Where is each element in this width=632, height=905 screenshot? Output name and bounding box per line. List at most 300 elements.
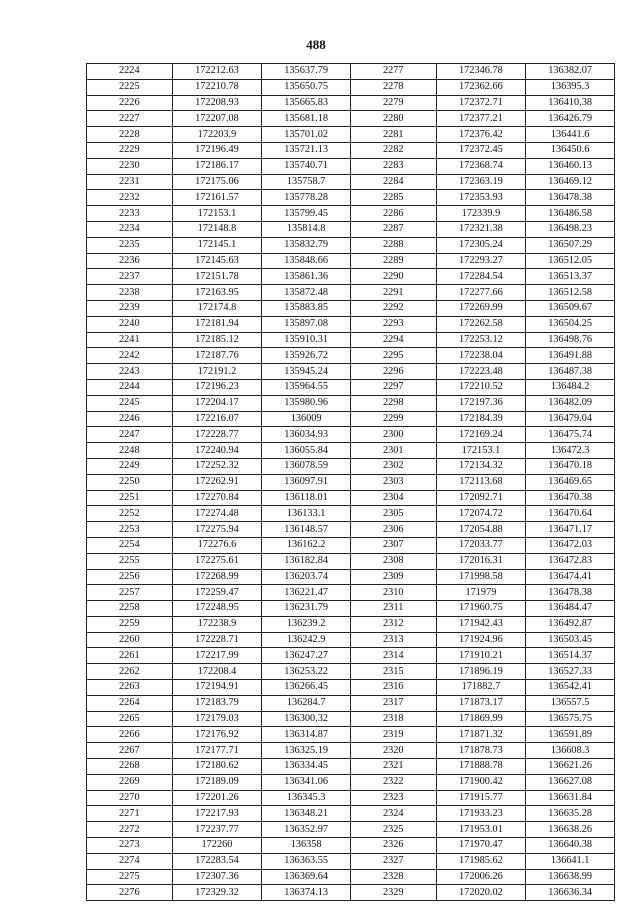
x-coordinate-cell: 172305.24: [436, 237, 526, 253]
y-coordinate-cell: 135883.85: [262, 300, 351, 316]
y-coordinate-cell: 135721.13: [262, 142, 351, 158]
y-coordinate-cell: 135848.66: [262, 253, 351, 269]
point-number-cell: 2289: [350, 253, 436, 269]
y-coordinate-cell: 136182.84: [262, 553, 351, 569]
point-number-cell: 2225: [87, 79, 173, 95]
point-number-cell: 2288: [350, 237, 436, 253]
x-coordinate-cell: 172186.17: [172, 158, 262, 174]
y-coordinate-cell: 135872.48: [262, 285, 351, 301]
y-coordinate-cell: 136542.41: [526, 680, 615, 696]
point-number-cell: 2277: [350, 64, 436, 80]
x-coordinate-cell: 172153.1: [436, 443, 526, 459]
x-coordinate-cell: 172185.12: [172, 332, 262, 348]
y-coordinate-cell: 135910.31: [262, 332, 351, 348]
y-coordinate-cell: 136055.84: [262, 443, 351, 459]
point-number-cell: 2266: [87, 727, 173, 743]
x-coordinate-cell: 172223.48: [436, 364, 526, 380]
point-number-cell: 2291: [350, 285, 436, 301]
table-row: [87, 221, 615, 237]
point-number-cell: 2248: [87, 443, 173, 459]
point-number-cell: 2253: [87, 522, 173, 538]
point-number-cell: 2322: [350, 774, 436, 790]
y-coordinate-cell: 136460.13: [526, 158, 615, 174]
x-coordinate-cell: 172092.71: [436, 490, 526, 506]
y-coordinate-cell: 136504.25: [526, 316, 615, 332]
point-number-cell: 2290: [350, 269, 436, 285]
y-coordinate-cell: 136300.32: [262, 711, 351, 727]
table-row: [87, 269, 615, 285]
y-coordinate-cell: 135964.55: [262, 379, 351, 395]
point-number-cell: 2243: [87, 364, 173, 380]
x-coordinate-cell: 172277.66: [436, 285, 526, 301]
point-number-cell: 2270: [87, 790, 173, 806]
y-coordinate-cell: 136374.13: [262, 885, 351, 901]
y-coordinate-cell: 136009: [262, 411, 351, 427]
y-coordinate-cell: 135650.75: [262, 79, 351, 95]
y-coordinate-cell: 135799.45: [262, 206, 351, 222]
y-coordinate-cell: 136469.12: [526, 174, 615, 190]
point-number-cell: 2272: [87, 822, 173, 838]
x-coordinate-cell: 172210.78: [172, 79, 262, 95]
x-coordinate-cell: 171924.96: [436, 632, 526, 648]
table-row: [87, 395, 615, 411]
x-coordinate-cell: 171985.62: [436, 853, 526, 869]
table-row: [87, 490, 615, 506]
point-number-cell: 2321: [350, 759, 436, 775]
point-number-cell: 2312: [350, 616, 436, 632]
point-number-cell: 2250: [87, 474, 173, 490]
x-coordinate-cell: 172329.32: [172, 885, 262, 901]
x-coordinate-cell: 171998.58: [436, 569, 526, 585]
table-row: [87, 364, 615, 380]
y-coordinate-cell: 135778.28: [262, 190, 351, 206]
y-coordinate-cell: 136470.18: [526, 458, 615, 474]
point-number-cell: 2237: [87, 269, 173, 285]
y-coordinate-cell: 136479.04: [526, 411, 615, 427]
point-number-cell: 2252: [87, 506, 173, 522]
x-coordinate-cell: 172145.1: [172, 237, 262, 253]
x-coordinate-cell: 172179.03: [172, 711, 262, 727]
x-coordinate-cell: 172321.38: [436, 221, 526, 237]
y-coordinate-cell: 136162.2: [262, 537, 351, 553]
y-coordinate-cell: 136231.79: [262, 601, 351, 617]
x-coordinate-cell: 172228.77: [172, 427, 262, 443]
point-number-cell: 2275: [87, 869, 173, 885]
x-coordinate-cell: 172183.79: [172, 695, 262, 711]
x-coordinate-cell: 172275.61: [172, 553, 262, 569]
x-coordinate-cell: 172006.26: [436, 869, 526, 885]
y-coordinate-cell: 136575.75: [526, 711, 615, 727]
table-row: [87, 522, 615, 538]
table-row: [87, 790, 615, 806]
x-coordinate-cell: 172237.77: [172, 822, 262, 838]
y-coordinate-cell: 136638.26: [526, 822, 615, 838]
table-row: [87, 174, 615, 190]
x-coordinate-cell: 172169.24: [436, 427, 526, 443]
y-coordinate-cell: 136514.37: [526, 648, 615, 664]
x-coordinate-cell: 172210.52: [436, 379, 526, 395]
table-row: [87, 885, 615, 901]
x-coordinate-cell: 172184.39: [436, 411, 526, 427]
point-number-cell: 2281: [350, 127, 436, 143]
y-coordinate-cell: 136450.6: [526, 142, 615, 158]
table-row: [87, 869, 615, 885]
y-coordinate-cell: 136591.89: [526, 727, 615, 743]
x-coordinate-cell: 172276.6: [172, 537, 262, 553]
table-row: [87, 632, 615, 648]
y-coordinate-cell: 136358: [262, 838, 351, 854]
y-coordinate-cell: 135740.71: [262, 158, 351, 174]
y-coordinate-cell: 136512.58: [526, 285, 615, 301]
x-coordinate-cell: 172074.72: [436, 506, 526, 522]
y-coordinate-cell: 135897.08: [262, 316, 351, 332]
point-number-cell: 2292: [350, 300, 436, 316]
table-row: [87, 190, 615, 206]
x-coordinate-cell: 171960.75: [436, 601, 526, 617]
table-row: [87, 664, 615, 680]
point-number-cell: 2299: [350, 411, 436, 427]
point-number-cell: 2320: [350, 743, 436, 759]
point-number-cell: 2240: [87, 316, 173, 332]
point-number-cell: 2293: [350, 316, 436, 332]
point-number-cell: 2313: [350, 632, 436, 648]
point-number-cell: 2247: [87, 427, 173, 443]
y-coordinate-cell: 136527.33: [526, 664, 615, 680]
point-number-cell: 2224: [87, 64, 173, 80]
point-number-cell: 2302: [350, 458, 436, 474]
table-row: [87, 774, 615, 790]
point-number-cell: 2286: [350, 206, 436, 222]
x-coordinate-cell: 172134.32: [436, 458, 526, 474]
table-row: [87, 759, 615, 775]
x-coordinate-cell: 172161.57: [172, 190, 262, 206]
point-number-cell: 2306: [350, 522, 436, 538]
table-row: [87, 253, 615, 269]
x-coordinate-cell: 172376.42: [436, 127, 526, 143]
y-coordinate-cell: 136395.3: [526, 79, 615, 95]
y-coordinate-cell: 136034.93: [262, 427, 351, 443]
table-row: [87, 680, 615, 696]
point-number-cell: 2226: [87, 95, 173, 111]
point-number-cell: 2254: [87, 537, 173, 553]
x-coordinate-cell: 171888.78: [436, 759, 526, 775]
point-number-cell: 2311: [350, 601, 436, 617]
table-row: [87, 427, 615, 443]
point-number-cell: 2261: [87, 648, 173, 664]
point-number-cell: 2310: [350, 585, 436, 601]
y-coordinate-cell: 136484.47: [526, 601, 615, 617]
x-coordinate-cell: 172259.47: [172, 585, 262, 601]
x-coordinate-cell: 172240.94: [172, 443, 262, 459]
point-number-cell: 2267: [87, 743, 173, 759]
table-row: [87, 743, 615, 759]
table-row: [87, 316, 615, 332]
y-coordinate-cell: 136221.47: [262, 585, 351, 601]
table-row: [87, 727, 615, 743]
point-number-cell: 2318: [350, 711, 436, 727]
x-coordinate-cell: 172216.07: [172, 411, 262, 427]
x-coordinate-cell: 171873.17: [436, 695, 526, 711]
table-row: [87, 853, 615, 869]
y-coordinate-cell: 136471.17: [526, 522, 615, 538]
point-number-cell: 2285: [350, 190, 436, 206]
y-coordinate-cell: 135701.02: [262, 127, 351, 143]
x-coordinate-cell: 172275.94: [172, 522, 262, 538]
x-coordinate-cell: 172293.27: [436, 253, 526, 269]
point-number-cell: 2300: [350, 427, 436, 443]
y-coordinate-cell: 135861.36: [262, 269, 351, 285]
y-coordinate-cell: 136478.38: [526, 190, 615, 206]
point-number-cell: 2328: [350, 869, 436, 885]
y-coordinate-cell: 136469.65: [526, 474, 615, 490]
x-coordinate-cell: 172274.48: [172, 506, 262, 522]
table-row: [87, 111, 615, 127]
x-coordinate-cell: 171979: [436, 585, 526, 601]
x-coordinate-cell: 172268.99: [172, 569, 262, 585]
table-row: [87, 711, 615, 727]
point-number-cell: 2227: [87, 111, 173, 127]
point-number-cell: 2232: [87, 190, 173, 206]
x-coordinate-cell: 172201.26: [172, 790, 262, 806]
y-coordinate-cell: 135637.79: [262, 64, 351, 80]
y-coordinate-cell: 136325.19: [262, 743, 351, 759]
point-number-cell: 2229: [87, 142, 173, 158]
y-coordinate-cell: 136472.83: [526, 553, 615, 569]
table-row: [87, 348, 615, 364]
y-coordinate-cell: 136640.38: [526, 838, 615, 854]
y-coordinate-cell: 136363.55: [262, 853, 351, 869]
y-coordinate-cell: 136097.91: [262, 474, 351, 490]
y-coordinate-cell: 136498.76: [526, 332, 615, 348]
point-number-cell: 2304: [350, 490, 436, 506]
x-coordinate-cell: 172197.36: [436, 395, 526, 411]
y-coordinate-cell: 136507.29: [526, 237, 615, 253]
x-coordinate-cell: 172054.88: [436, 522, 526, 538]
x-coordinate-cell: 172196.23: [172, 379, 262, 395]
y-coordinate-cell: 136314.87: [262, 727, 351, 743]
point-number-cell: 2296: [350, 364, 436, 380]
y-coordinate-cell: 136441.6: [526, 127, 615, 143]
x-coordinate-cell: 172208.4: [172, 664, 262, 680]
x-coordinate-cell: 172180.62: [172, 759, 262, 775]
table-row: [87, 695, 615, 711]
x-coordinate-cell: 172153.1: [172, 206, 262, 222]
x-coordinate-cell: 171915.77: [436, 790, 526, 806]
point-number-cell: 2315: [350, 664, 436, 680]
x-coordinate-cell: 171900.42: [436, 774, 526, 790]
point-number-cell: 2265: [87, 711, 173, 727]
y-coordinate-cell: 136352.97: [262, 822, 351, 838]
point-number-cell: 2262: [87, 664, 173, 680]
point-number-cell: 2255: [87, 553, 173, 569]
x-coordinate-cell: 172187.76: [172, 348, 262, 364]
y-coordinate-cell: 135758.7: [262, 174, 351, 190]
table-row: [87, 142, 615, 158]
x-coordinate-cell: 172163.95: [172, 285, 262, 301]
x-coordinate-cell: 171933.23: [436, 806, 526, 822]
y-coordinate-cell: 136470.64: [526, 506, 615, 522]
y-coordinate-cell: 136133.1: [262, 506, 351, 522]
x-coordinate-cell: 172196.49: [172, 142, 262, 158]
point-number-cell: 2258: [87, 601, 173, 617]
table-row: [87, 127, 615, 143]
point-number-cell: 2314: [350, 648, 436, 664]
x-coordinate-cell: 171869.99: [436, 711, 526, 727]
point-number-cell: 2284: [350, 174, 436, 190]
y-coordinate-cell: 135814.8: [262, 221, 351, 237]
coordinates-table: [86, 63, 615, 901]
x-coordinate-cell: 172372.45: [436, 142, 526, 158]
y-coordinate-cell: 136284.7: [262, 695, 351, 711]
point-number-cell: 2239: [87, 300, 173, 316]
y-coordinate-cell: 135832.79: [262, 237, 351, 253]
y-coordinate-cell: 135665.83: [262, 95, 351, 111]
x-coordinate-cell: 172269.99: [436, 300, 526, 316]
point-number-cell: 2260: [87, 632, 173, 648]
x-coordinate-cell: 172175.06: [172, 174, 262, 190]
point-number-cell: 2307: [350, 537, 436, 553]
table-row: [87, 332, 615, 348]
x-coordinate-cell: 172363.19: [436, 174, 526, 190]
point-number-cell: 2317: [350, 695, 436, 711]
y-coordinate-cell: 136410.38: [526, 95, 615, 111]
table-row: [87, 474, 615, 490]
x-coordinate-cell: 172177.71: [172, 743, 262, 759]
y-coordinate-cell: 136369.64: [262, 869, 351, 885]
table-row: [87, 569, 615, 585]
y-coordinate-cell: 136621.26: [526, 759, 615, 775]
y-coordinate-cell: 136638.99: [526, 869, 615, 885]
x-coordinate-cell: 172368.74: [436, 158, 526, 174]
x-coordinate-cell: 171953.01: [436, 822, 526, 838]
point-number-cell: 2327: [350, 853, 436, 869]
point-number-cell: 2259: [87, 616, 173, 632]
point-number-cell: 2282: [350, 142, 436, 158]
point-number-cell: 2295: [350, 348, 436, 364]
x-coordinate-cell: 172217.99: [172, 648, 262, 664]
point-number-cell: 2325: [350, 822, 436, 838]
table-row: [87, 458, 615, 474]
y-coordinate-cell: 136078.59: [262, 458, 351, 474]
point-number-cell: 2233: [87, 206, 173, 222]
y-coordinate-cell: 136487.38: [526, 364, 615, 380]
x-coordinate-cell: 172362.66: [436, 79, 526, 95]
x-coordinate-cell: 172252.32: [172, 458, 262, 474]
point-number-cell: 2264: [87, 695, 173, 711]
table-row: [87, 537, 615, 553]
point-number-cell: 2249: [87, 458, 173, 474]
point-number-cell: 2276: [87, 885, 173, 901]
x-coordinate-cell: 172217.93: [172, 806, 262, 822]
point-number-cell: 2251: [87, 490, 173, 506]
point-number-cell: 2263: [87, 680, 173, 696]
point-number-cell: 2303: [350, 474, 436, 490]
table-row: [87, 616, 615, 632]
table-row: [87, 585, 615, 601]
y-coordinate-cell: 136382.07: [526, 64, 615, 80]
y-coordinate-cell: 136426.79: [526, 111, 615, 127]
y-coordinate-cell: 136348.21: [262, 806, 351, 822]
point-number-cell: 2257: [87, 585, 173, 601]
x-coordinate-cell: 172189.09: [172, 774, 262, 790]
x-coordinate-cell: 172377.21: [436, 111, 526, 127]
y-coordinate-cell: 136345.3: [262, 790, 351, 806]
table-row: [87, 206, 615, 222]
y-coordinate-cell: 136266.45: [262, 680, 351, 696]
table-row: [87, 553, 615, 569]
point-number-cell: 2324: [350, 806, 436, 822]
x-coordinate-cell: 172307.36: [172, 869, 262, 885]
table-row: [87, 300, 615, 316]
x-coordinate-cell: 172204.17: [172, 395, 262, 411]
x-coordinate-cell: 172284.54: [436, 269, 526, 285]
y-coordinate-cell: 136478.38: [526, 585, 615, 601]
x-coordinate-cell: 172353.93: [436, 190, 526, 206]
point-number-cell: 2316: [350, 680, 436, 696]
x-coordinate-cell: 172372.71: [436, 95, 526, 111]
point-number-cell: 2242: [87, 348, 173, 364]
coordinates-table-body: [87, 64, 615, 901]
table-row: [87, 237, 615, 253]
x-coordinate-cell: 172113.68: [436, 474, 526, 490]
x-coordinate-cell: 172238.9: [172, 616, 262, 632]
point-number-cell: 2301: [350, 443, 436, 459]
y-coordinate-cell: 136491.88: [526, 348, 615, 364]
x-coordinate-cell: 172194.91: [172, 680, 262, 696]
point-number-cell: 2297: [350, 379, 436, 395]
page-number: 488: [306, 37, 326, 52]
point-number-cell: 2287: [350, 221, 436, 237]
y-coordinate-cell: 136203.74: [262, 569, 351, 585]
point-number-cell: 2236: [87, 253, 173, 269]
y-coordinate-cell: 135945.24: [262, 364, 351, 380]
x-coordinate-cell: 172270.84: [172, 490, 262, 506]
point-number-cell: 2268: [87, 759, 173, 775]
point-number-cell: 2269: [87, 774, 173, 790]
x-coordinate-cell: 172339.9: [436, 206, 526, 222]
x-coordinate-cell: 171896.19: [436, 664, 526, 680]
table-row: [87, 285, 615, 301]
table-row: [87, 158, 615, 174]
y-coordinate-cell: 136608.3: [526, 743, 615, 759]
x-coordinate-cell: 172174.8: [172, 300, 262, 316]
point-number-cell: 2273: [87, 838, 173, 854]
x-coordinate-cell: 172203.9: [172, 127, 262, 143]
point-number-cell: 2244: [87, 379, 173, 395]
point-number-cell: 2245: [87, 395, 173, 411]
x-coordinate-cell: 172262.91: [172, 474, 262, 490]
x-coordinate-cell: 172145.63: [172, 253, 262, 269]
x-coordinate-cell: 172181.94: [172, 316, 262, 332]
y-coordinate-cell: 136118.01: [262, 490, 351, 506]
table-row: [87, 838, 615, 854]
table-row: [87, 822, 615, 838]
y-coordinate-cell: 136341.06: [262, 774, 351, 790]
x-coordinate-cell: 172260: [172, 838, 262, 854]
point-number-cell: 2280: [350, 111, 436, 127]
x-coordinate-cell: 171882.7: [436, 680, 526, 696]
point-number-cell: 2271: [87, 806, 173, 822]
point-number-cell: 2329: [350, 885, 436, 901]
table-row: [87, 79, 615, 95]
y-coordinate-cell: 136627.08: [526, 774, 615, 790]
y-coordinate-cell: 136636.34: [526, 885, 615, 901]
y-coordinate-cell: 136641.1: [526, 853, 615, 869]
x-coordinate-cell: 171970.47: [436, 838, 526, 854]
x-coordinate-cell: 172253.12: [436, 332, 526, 348]
y-coordinate-cell: 136472.03: [526, 537, 615, 553]
y-coordinate-cell: 136475.74: [526, 427, 615, 443]
